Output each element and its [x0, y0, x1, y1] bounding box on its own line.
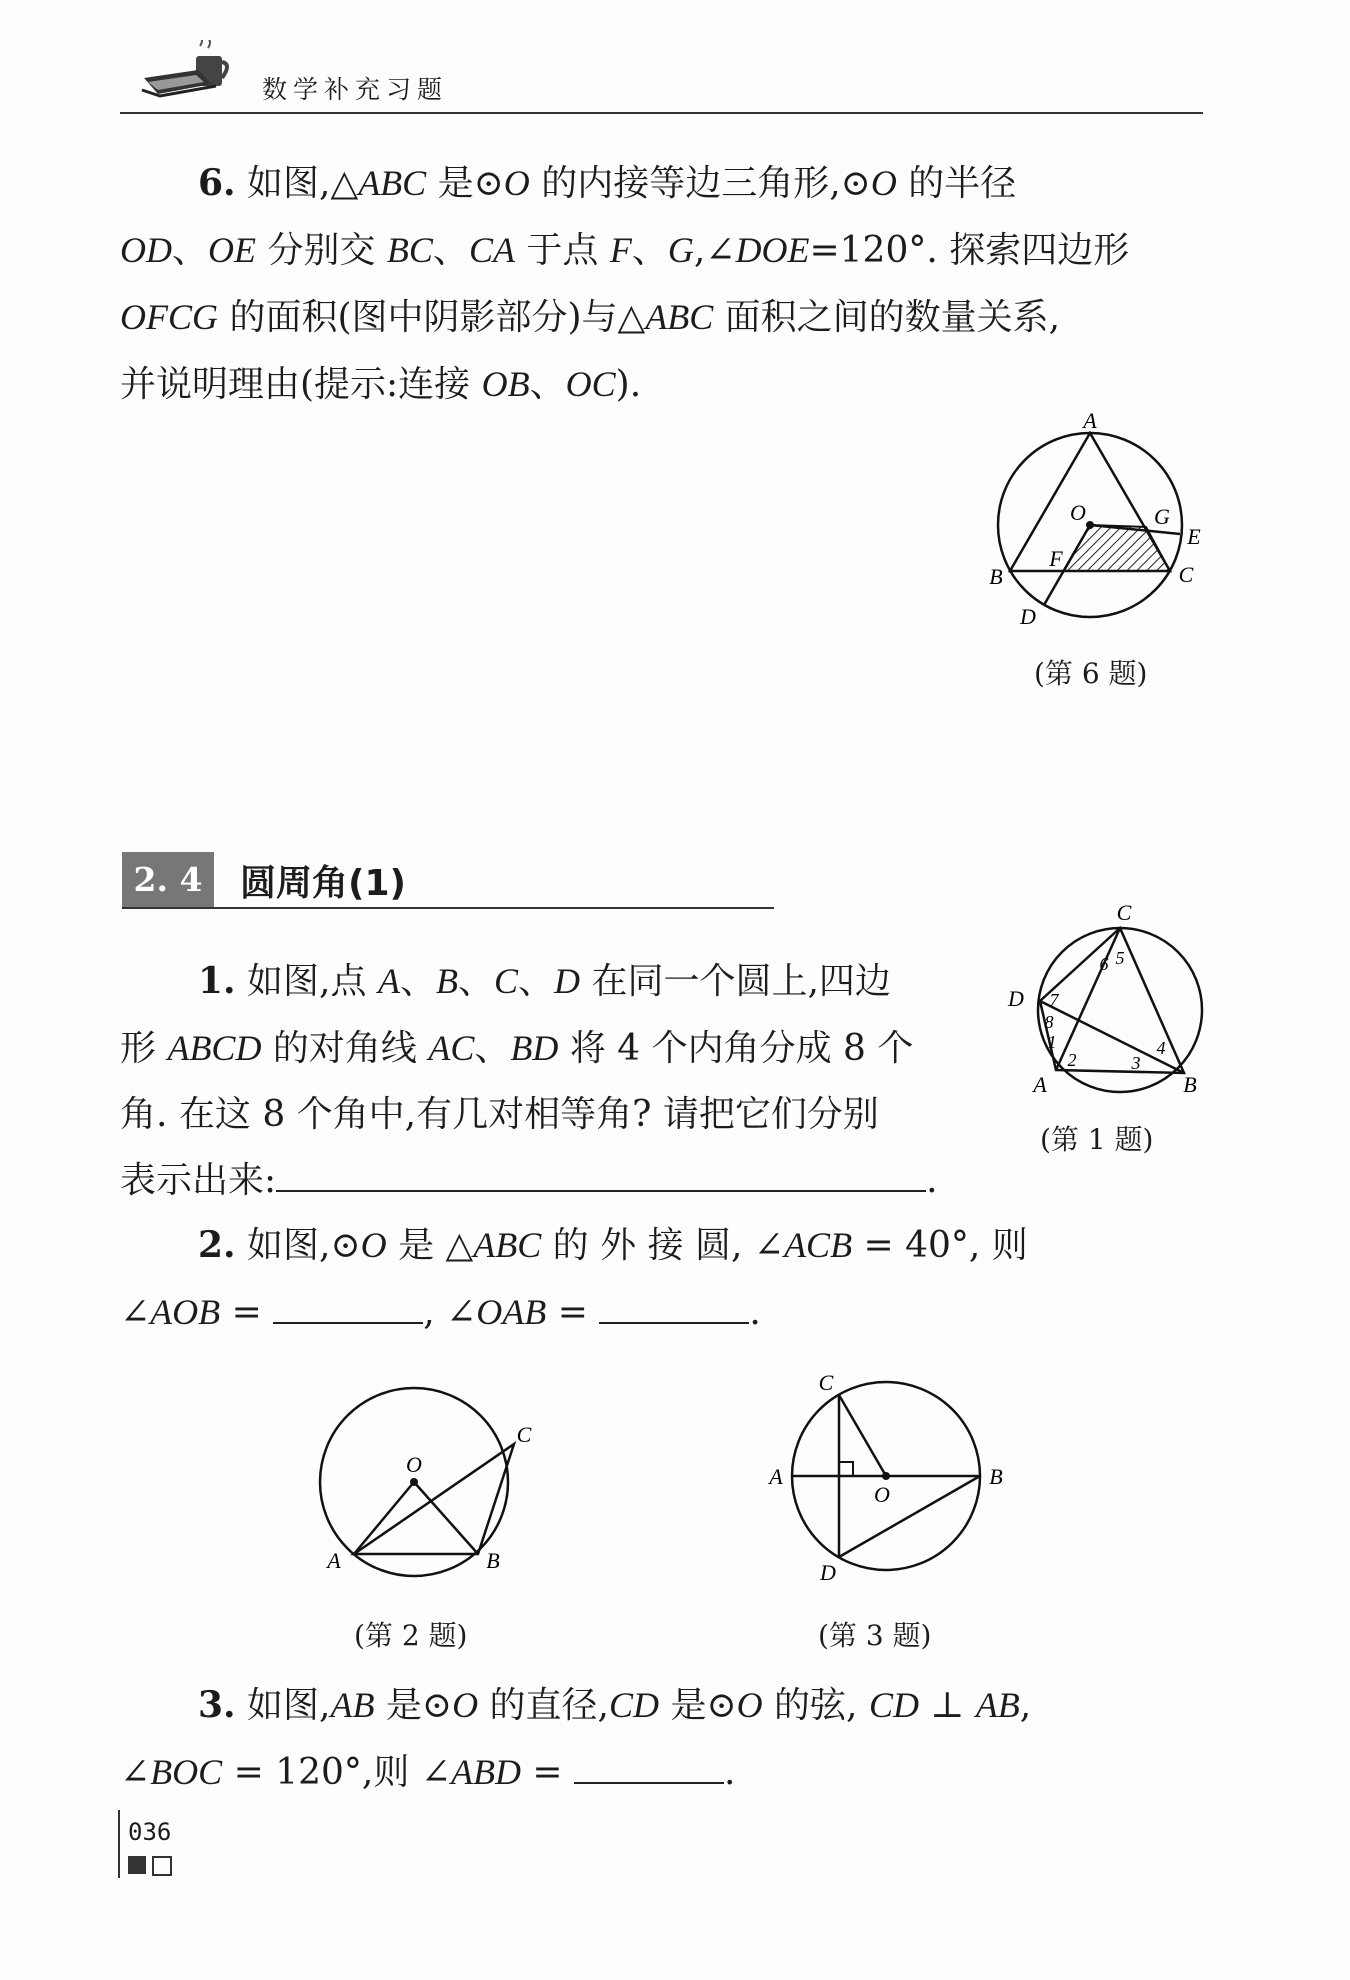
q1-label-b: B — [1183, 1072, 1197, 1097]
section-number: 2. 4 — [122, 852, 214, 908]
q1-angle-8: 8 — [1044, 1012, 1054, 1032]
q1-angle-6: 6 — [1099, 954, 1109, 974]
question-1 — [120, 948, 980, 1214]
figure-3 — [760, 1366, 1020, 1596]
q1-line-1: 1. 如图,点 A、B、C、D 在同一个圆上,四边 — [198, 960, 891, 1002]
q6-label-g: G — [1154, 504, 1170, 529]
question-6 — [120, 150, 1203, 418]
q6-number: 6. — [198, 162, 236, 204]
figure-6 — [980, 410, 1220, 640]
q3-answer-blank[interactable] — [574, 1752, 724, 1784]
q6-line-4: 并说明理由(提示:连接 OB、OC). — [120, 364, 642, 405]
q6-label-e: E — [1187, 524, 1201, 549]
q2-center-dot — [410, 1478, 418, 1486]
q2-answer-blank-aob[interactable] — [273, 1292, 423, 1324]
footer-square-empty-icon — [152, 1856, 172, 1876]
q3-segment-oc — [839, 1395, 886, 1476]
book-mug-icon — [138, 40, 238, 106]
q3-label-o: O — [874, 1482, 890, 1507]
q3-center-dot — [882, 1472, 890, 1480]
q1-caption: (第 1 题) — [1040, 1123, 1154, 1156]
q1-diagonal-bd — [1040, 1001, 1184, 1073]
q3-label-c: C — [818, 1370, 834, 1395]
q2-label-b: B — [486, 1548, 500, 1573]
q2-label-o: O — [406, 1452, 422, 1477]
q1-number: 1. — [198, 960, 236, 1002]
header-rule — [120, 112, 1203, 114]
q3-line-1: 3. 如图,AB 是⊙O 的直径,CD 是⊙O 的弦, CD ⊥ AB, — [198, 1684, 1032, 1726]
q6-label-d: D — [1020, 604, 1036, 629]
q2-caption: (第 2 题) — [354, 1619, 468, 1652]
q6-label-a: A — [1083, 410, 1097, 433]
q6-caption: (第 6 题) — [1034, 657, 1148, 690]
q6-label-f: F — [1049, 546, 1063, 571]
q3-segment-bd — [839, 1476, 980, 1557]
section-title: 圆周角(1) — [240, 863, 406, 904]
q1-angle-2: 2 — [1067, 1050, 1077, 1070]
q2-answer-blank-oab[interactable] — [599, 1292, 749, 1324]
q1-label-d: D — [1008, 986, 1024, 1011]
q1-label-c: C — [1116, 900, 1132, 925]
q1-angle-4: 4 — [1156, 1038, 1166, 1058]
q2-radius-ob — [414, 1482, 478, 1554]
q2-line-2: ∠AOB = , ∠OAB = . — [120, 1292, 761, 1333]
q1-angle-1: 1 — [1047, 1032, 1057, 1052]
q1-line-4: 表示出来: . — [120, 1160, 938, 1201]
q2-label-a: A — [327, 1548, 341, 1573]
q1-line-3: 角. 在这 8 个角中,有几对相等角? 请把它们分别 — [120, 1094, 879, 1135]
question-3 — [120, 1672, 1203, 1806]
footer-square-filled-icon — [128, 1856, 146, 1874]
q6-line-3: OFCG 的面积(图中阴影部分)与△ABC 面积之间的数量关系, — [120, 297, 1061, 338]
q6-line-2: OD、OE 分别交 BC、CA 于点 F、G,∠DOE=120°. 探索四边形 — [120, 230, 1130, 271]
q6-center-dot — [1086, 521, 1094, 529]
footer-bar — [118, 1810, 120, 1878]
q3-label-a: A — [769, 1464, 783, 1489]
header-title: 数学补充习题 — [262, 75, 449, 104]
q3-line-2: ∠BOC = 120°,则 ∠ABD = . — [120, 1752, 736, 1793]
question-2 — [120, 1212, 1203, 1346]
q1-line-2: 形 ABCD 的对角线 AC、BD 将 4 个内角分成 8 个 — [120, 1028, 914, 1069]
q6-label-b: B — [989, 564, 1003, 589]
page-number: 036 — [128, 1818, 172, 1846]
q3-number: 3. — [198, 1684, 236, 1726]
q1-angle-7: 7 — [1049, 990, 1059, 1010]
q1-answer-blank[interactable] — [276, 1160, 926, 1192]
q6-label-o: O — [1070, 500, 1086, 525]
q3-label-d: D — [820, 1560, 836, 1585]
q6-label-c: C — [1178, 562, 1194, 587]
q3-label-b: B — [989, 1464, 1003, 1489]
q3-right-angle-mark — [839, 1462, 853, 1476]
figure-1 — [1000, 900, 1220, 1100]
q1-angle-5: 5 — [1115, 948, 1125, 968]
q1-angle-3: 3 — [1131, 1053, 1141, 1073]
q6-line-1: 6. 如图,△ABC 是⊙O 的内接等边三角形,⊙O 的半径 — [198, 162, 1017, 204]
q2-line-1: 2. 如图,⊙O 是 △ABC 的 外 接 圆, ∠ACB = 40°, 则 — [198, 1224, 1028, 1266]
section-rule — [122, 907, 774, 909]
q2-number: 2. — [198, 1224, 236, 1266]
q2-label-c: C — [516, 1422, 532, 1447]
figure-2 — [300, 1372, 540, 1592]
q3-caption: (第 3 题) — [818, 1619, 932, 1652]
q1-label-a: A — [1033, 1072, 1047, 1097]
